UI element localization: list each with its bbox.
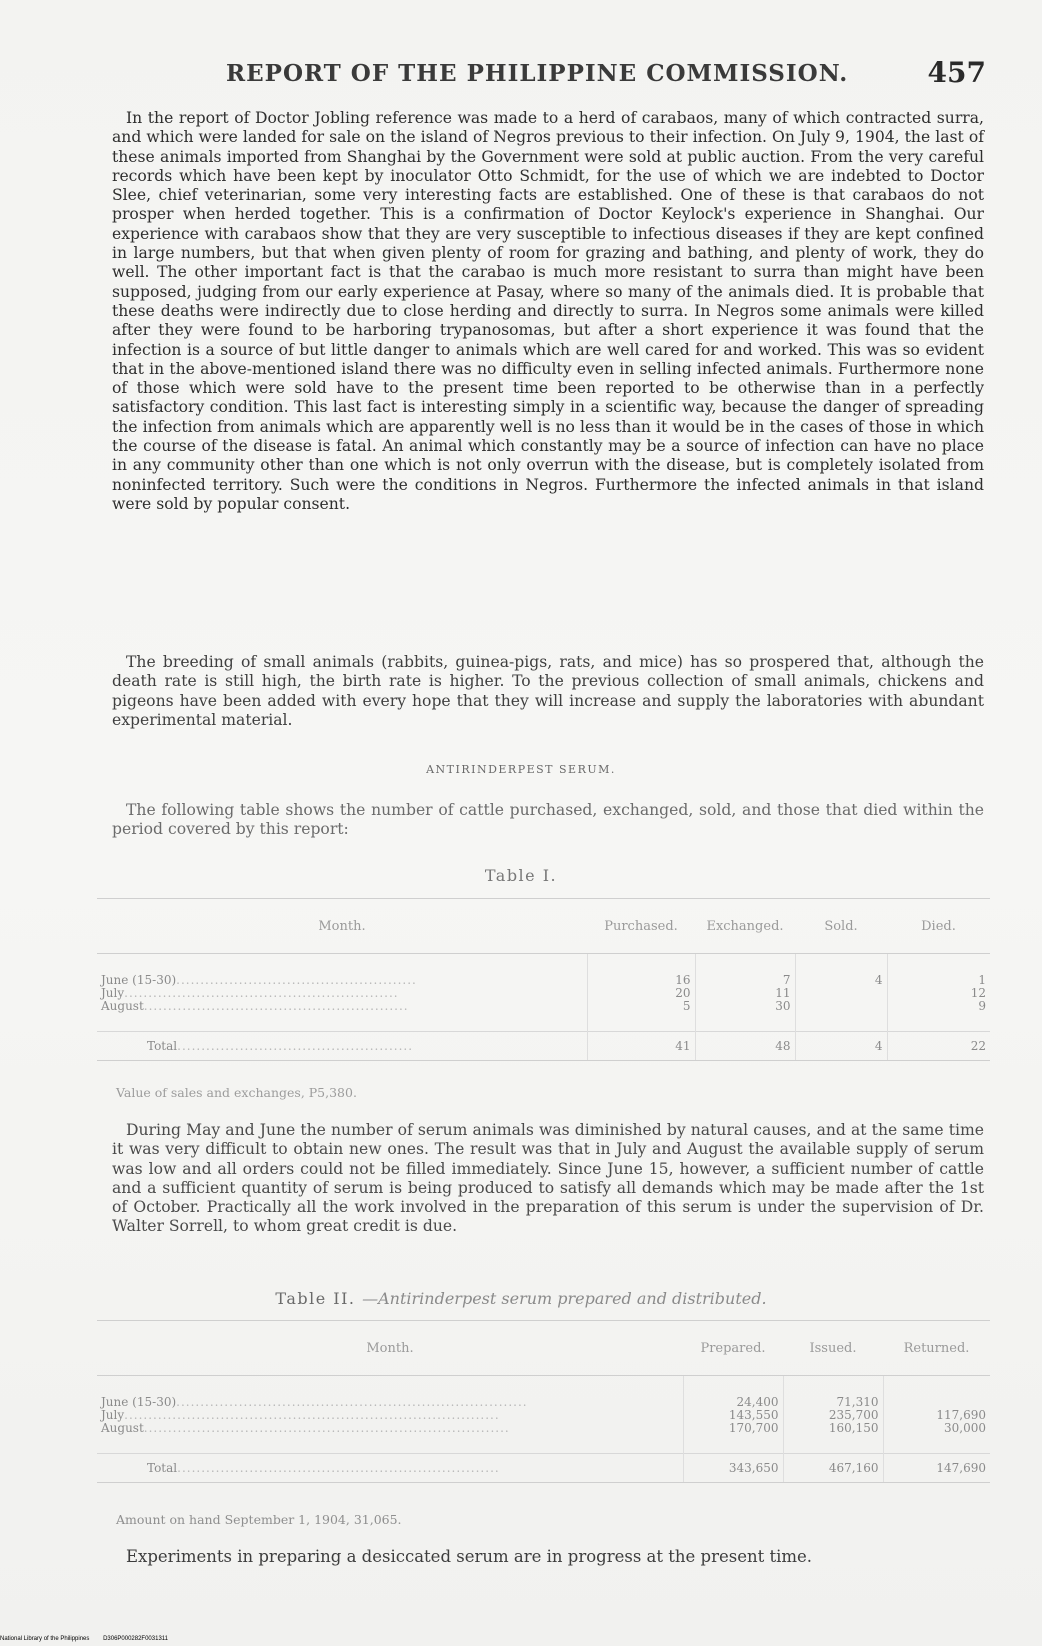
row-label: August....................................................... [101,999,409,1013]
table-row [97,1376,990,1410]
row-label: June (15-30).................................................. [101,973,417,987]
cell-exchanged: 48 [695,1032,795,1061]
cell-returned: 117,690 [883,1409,990,1422]
cell-prepared: 170,700 [683,1422,783,1454]
column-header: Sold. [795,899,887,954]
table-row [97,954,990,988]
cell-died: 22 [887,1032,990,1061]
table-total-row [97,1454,990,1483]
row-label: Total................................................................... [97,1454,683,1483]
table-header-row [97,899,990,954]
cell-prepared: 343,650 [683,1454,783,1483]
cell-prepared: 143,550 [683,1409,783,1422]
cell-sold: 4 [795,1032,887,1061]
paragraph-carabaos: In the report of Doctor Jobling reference was made to a herd of carabaos, many of which contracted surra, and which were landed for sale on the island of Negros previous to their infection. On July 9, 1904, the last of these animals imported from Shanghai by the Government were sold at public auction. From the very careful records which have been kept by inoculator Otto Schmidt, for the use of which we are indebted to Doctor Slee, chief veterinarian, some very interesting facts are established. One of these is that carabaos do not prosper when herded together. This is a confirmation of Doctor Keylock's experience in Shanghai. Our experience with carabaos show that they are very susceptible to infectious diseases if they are kept confined in large numbers, but that when given plenty of room for grazing and bathing, and plenty of work, they do well. The other important fact is that the carabao is much more resistant to surra than might have been supposed, judging from our early experience at Pasay, where so many of the animals died. It is probable that these deaths were indirectly due to close herding and directly to surra. In Negros some animals were killed after they were found to be harboring trypanosomas, but after a short experience it was found that the infection is a source of but little danger to animals which are well cared for and worked. This was so evident that in the above-mentioned island there was no difficulty even in selling infected animals. Furthermore none of those which were sold have to the present time been reported to be otherwise than in a perfectly satisfactory condition. This last fact is interesting simply in a scientific way, because the danger of spreading the infection from animals which are apparently well is no less than it would be in the cases of those in which the course of the disease is fatal. An animal which constantly may be a source of infection can have no place in any community other than one which is not only overrun with the disease, but is completely isolated from noninfected territory. Such were the conditions in Negros. Furthermore the infected animals in that island were sold by popular consent. [112,109,984,513]
table-total-row [97,1032,990,1061]
section-heading: ANTIRINDERPEST SERUM. [426,763,616,776]
footer-code: D306P000282F0031311 [103,1636,169,1642]
cell-prepared: 24,400 [683,1376,783,1410]
cell-purchased: 16 [587,954,695,988]
row-label: June (15-30)......................................................................... [101,1395,528,1409]
footer-library: National Library of the Philippines [0,1636,90,1642]
cell-exchanged: 11 [695,987,795,1000]
cell-sold: 4 [795,954,887,988]
cell-returned: 147,690 [883,1454,990,1483]
table-header-row [97,1321,990,1376]
cell-purchased: 5 [587,1000,695,1032]
page-number: 457 [927,56,986,89]
table1-note: Value of sales and exchanges, P5,380. [116,1085,357,1100]
paragraph-table-intro: The following table shows the number of cattle purchased, exchanged, sold, and those that died within the period covered by this report: [112,801,984,839]
column-header: Issued. [783,1321,883,1376]
scan-footer [0,1636,180,1642]
cell-sold [795,987,887,1000]
table-row [97,1422,990,1454]
cell-issued: 467,160 [783,1454,883,1483]
cell-died: 1 [887,954,990,988]
page-header [226,56,986,96]
table2-title [0,1289,1042,1308]
table1-title: Table I. [484,866,558,885]
column-header: Month. [97,1321,683,1376]
serum-table [97,1320,990,1483]
row-label: August............................................................................ [101,1421,510,1435]
cell-purchased: 41 [587,1032,695,1061]
cell-died: 12 [887,987,990,1000]
cell-returned [883,1376,990,1410]
cell-issued: 160,150 [783,1422,883,1454]
column-header: Returned. [883,1321,990,1376]
column-header: Purchased. [587,899,695,954]
table2-note: Amount on hand September 1, 1904, 31,065. [116,1512,402,1527]
cell-died: 9 [887,1000,990,1032]
cell-sold [795,1000,887,1032]
table2-caption: —Antirinderpest serum prepared and distributed. [362,1289,767,1308]
running-title: REPORT OF THE PHILIPPINE COMMISSION. [226,60,849,87]
cell-returned: 30,000 [883,1422,990,1454]
row-label: Total................................................. [97,1032,587,1061]
row-label: July......................................................... [101,986,399,1000]
paragraph-small-animals: The breeding of small animals (rabbits, guinea-pigs, rats, and mice) has so prospered that, although the death rate is still high, the birth rate is higher. To the previous collection of small animals, chickens and pigeons have been added with every hope that they will increase and supply the laboratories with abundant experimental material. [112,653,984,729]
column-header: Month. [97,899,587,954]
cell-exchanged: 30 [695,1000,795,1032]
column-header: Prepared. [683,1321,783,1376]
cell-exchanged: 7 [695,954,795,988]
column-header: Died. [887,899,990,954]
table2-title-label: Table II. [275,1289,356,1308]
table-row [97,1000,990,1032]
cattle-table [97,898,990,1061]
cell-issued: 235,700 [783,1409,883,1422]
cell-purchased: 20 [587,987,695,1000]
row-label: July.............................................................................. [101,1408,500,1422]
cell-issued: 71,310 [783,1376,883,1410]
column-header: Exchanged. [695,899,795,954]
paragraph-experiments: Experiments in preparing a desiccated serum are in progress at the present time. [126,1547,813,1566]
paragraph-serum-supply: During May and June the number of serum animals was diminished by natural causes, and at the same time it was very difficult to obtain new ones. The result was that in July and August the available supply of serum was low and all orders could not be filled immediately. Since June 15, however, a sufficient number of cattle and a sufficient quantity of serum is being produced to satisfy all demands which may be made after the 1st of October. Practically all the work involved in the preparation of this serum is under the supervision of Dr. Walter Sorrell, to whom great credit is due. [112,1121,984,1236]
